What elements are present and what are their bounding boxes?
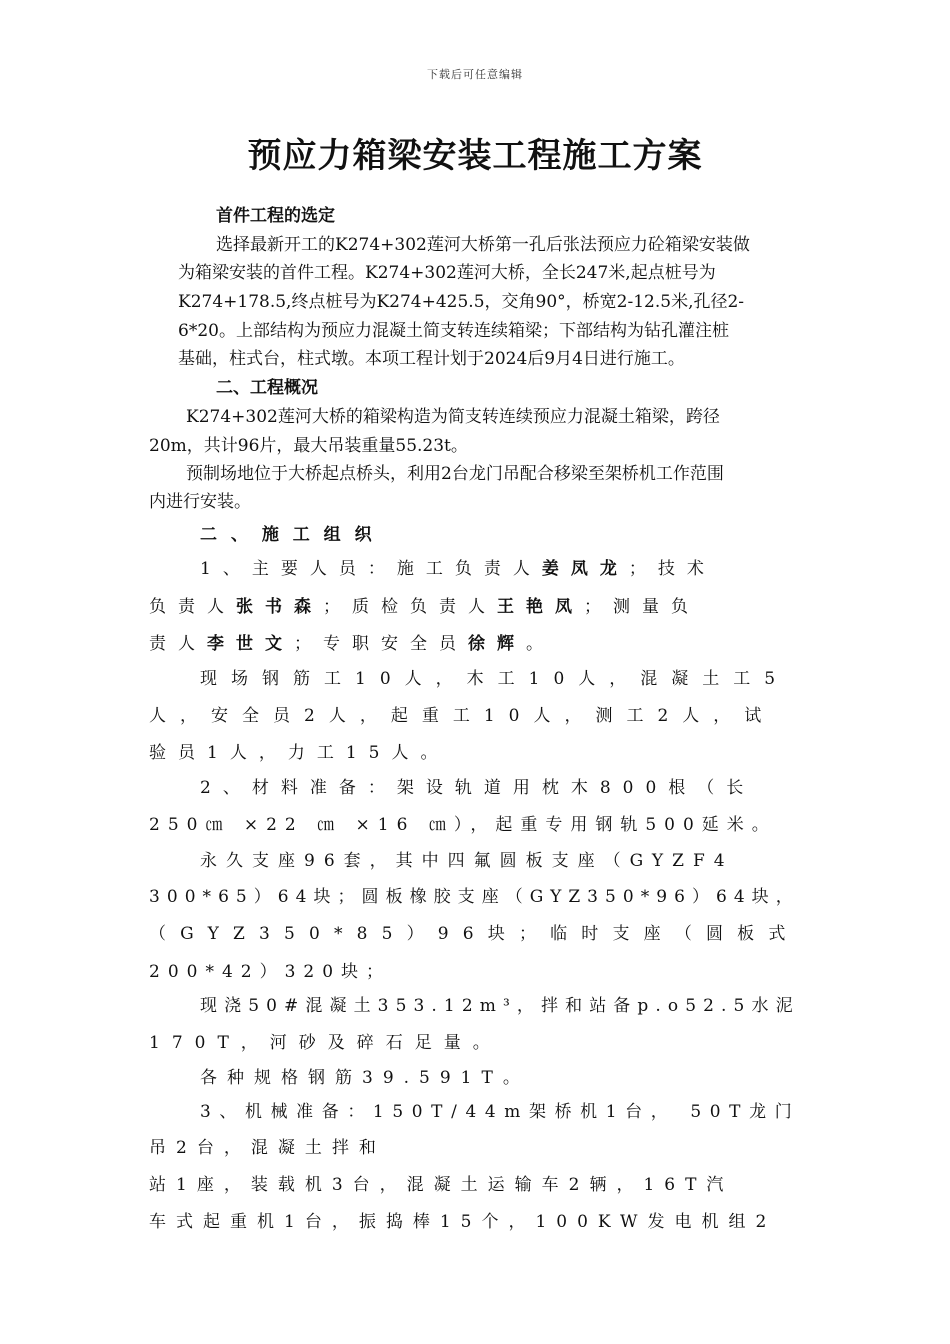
paragraph-line: 为箱梁安装的首件工程。K274+302莲河大桥，全长247米,起点桩号为 <box>178 263 716 283</box>
workers-line: 验员1人，力工15人。 <box>149 743 450 763</box>
paragraph-line: 预制场地位于大桥起点桥头，利用2台龙门吊配合移梁至架桥机工作范围 <box>186 464 724 484</box>
materials-line: 2、材料准备：架设轨道用枕木800根（长 <box>200 778 756 798</box>
materials-line: 现浇50#混凝土353.12m³，拌和站备p.o52.5水泥 <box>200 996 800 1016</box>
machinery-line: 车式起重机1台，振捣棒15个，100KW发电机组2 <box>149 1212 777 1232</box>
section-heading-first: 首件工程的选定 <box>216 206 335 226</box>
materials-line: （GYZ350*85）96块；临时支座（圆板式 <box>149 924 800 944</box>
paragraph-line: 内进行安装。 <box>149 492 251 512</box>
machinery-line: 站1座，装载机3台，混凝土运输车2辆，16T汽 <box>149 1175 734 1195</box>
materials-line: 各种规格钢筋39.591T。 <box>200 1068 530 1088</box>
materials-line: 永久支座96套，其中四氟圆板支座（GYZF4 <box>200 851 734 871</box>
workers-line: 人，安全员2人，起重工10人，测工2人，试 <box>149 706 776 726</box>
personnel-line-2 <box>149 592 700 617</box>
survey-prefix: ；测量负 <box>584 597 700 617</box>
document-title: 预应力箱梁安装工程施工方案 <box>247 136 703 176</box>
paragraph-line: K274+178.5,终点桩号为K274+425.5，交角90°，桥宽2-12.5米,孔径2- <box>178 292 745 312</box>
personnel-intro: 1、主要人员：施工负责人 <box>200 559 542 579</box>
personnel-line-1 <box>200 554 716 579</box>
qc-label: ；质检负责人 <box>323 597 497 617</box>
header-note: 下载后可任意编辑 <box>427 68 523 81</box>
workers-line: 现场钢筋工10人，木工10人，混凝土工5 <box>200 669 790 689</box>
materials-line: 200*42）320块； <box>149 962 392 982</box>
machinery-line: 吊2台，混凝土拌和 <box>149 1138 386 1158</box>
construction-lead-name: 姜凤龙 <box>541 559 629 579</box>
section-heading-organization: 二 、 施 工 组 织 <box>200 525 376 545</box>
safety-officer-name: 徐辉 <box>468 634 526 654</box>
paragraph-line: K274+302莲河大桥的箱梁构造为简支转连续预应力混凝土箱梁，跨径 <box>186 407 720 427</box>
section-heading-overview: 二、工程概况 <box>216 378 318 398</box>
machinery-line: 3、机械准备：150T/44m架桥机1台， 50T龙门 <box>200 1101 801 1121</box>
tech-lead-name: 张书森 <box>236 597 323 617</box>
paragraph-line: 选择最新开工的K274+302莲河大桥第一孔后张法预应力砼箱梁安装做 <box>216 235 750 255</box>
tech-label: 负责人 <box>149 597 236 617</box>
survey-lead-name: 李世文 <box>207 634 294 654</box>
paragraph-line: 20m，共计96片，最大吊装重量55.23t。 <box>149 436 468 456</box>
materials-line: 170T，河砂及碎石足量。 <box>149 1033 502 1053</box>
materials-line: 300*65）64块；圆板橡胶支座（GYZ350*96）64块， <box>149 887 800 907</box>
materials-line: 250㎝ ×22 ㎝ ×16 ㎝），起重专用钢轨500延米。 <box>149 815 777 835</box>
safety-label: ；专职安全员 <box>294 634 468 654</box>
paragraph-line: 基础，柱式台，柱式墩。本项工程计划于2024后9月4日进行施工。 <box>178 349 685 369</box>
survey-label: 责人 <box>149 634 207 654</box>
tech-prefix: ；技术 <box>628 559 716 579</box>
qc-lead-name: 王艳凤 <box>497 597 584 617</box>
paragraph-line: 6*20。上部结构为预应力混凝土简支转连续箱梁；下部结构为钻孔灌注桩 <box>178 321 729 341</box>
personnel-line-3 <box>149 629 555 654</box>
personnel-end: 。 <box>526 634 555 654</box>
